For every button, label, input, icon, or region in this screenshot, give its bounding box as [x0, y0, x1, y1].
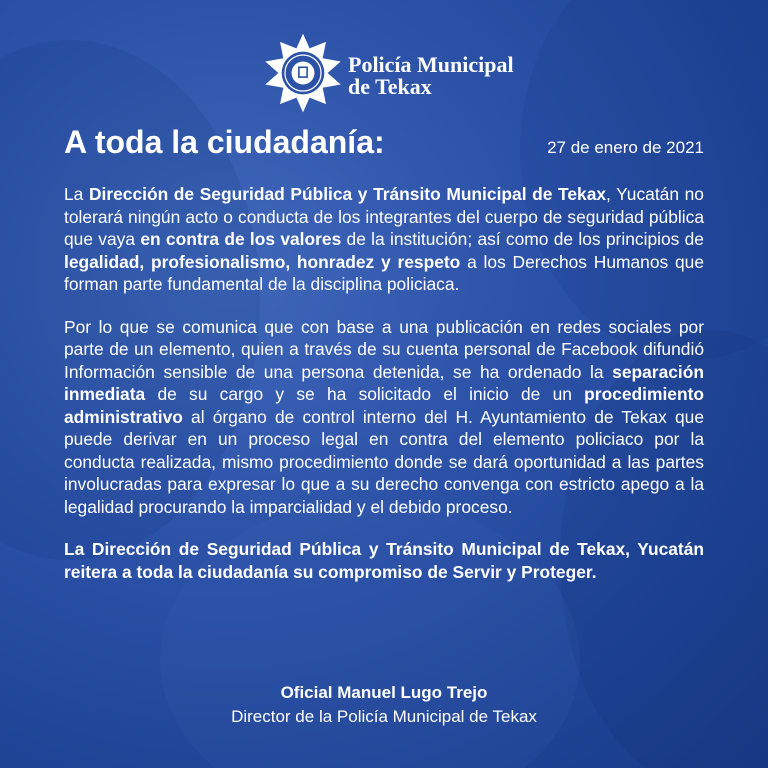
para1-text: a los Derechos Humanos que forman parte fundamental de la disciplina policiaca.	[64, 251, 704, 294]
org-name	[348, 54, 528, 98]
paragraph-2	[64, 316, 704, 519]
org-name-line1: Policía Municipal	[348, 52, 514, 77]
page-title: A toda la ciudadanía:	[64, 124, 385, 160]
para2-text: Por lo que se comunica que con base a una publicación en redes sociales por parte de un elemento, quien a través de su cuenta personal de Facebook difundió Información sensible de una persona detenida, se ha ordenado la	[64, 316, 704, 382]
org-name-line2: de Tekax	[348, 74, 432, 99]
para2-bold: separación inmediata	[64, 361, 704, 404]
para1-bold: legalidad, profesionalismo, honradez y respeto	[64, 251, 461, 272]
para2-text: al órgano de control interno del H. Ayuntamiento de Tekax que puede derivar en un proceso legal en contra del elemento policiaco por la conducta realizada, mismo procedimiento donde se dará oportunidad a las partes involucradas para expresar lo que a su derecho convenga con estricto apego a la legalidad procurando la imparcialidad y el debido proceso.	[64, 406, 704, 517]
header	[262, 32, 522, 114]
para1-text: La	[64, 184, 89, 204]
para1-bold: en contra de los valores	[140, 229, 342, 249]
police-badge-icon	[262, 32, 344, 114]
para1-text: , Yucatán no tolerará ningún acto o conducta de los integrantes del cuerpo de seguridad pública que vaya	[64, 184, 704, 249]
para2-bold: procedimiento administrativo	[64, 384, 704, 427]
signature-title: Director de la Policía Municipal de Tekax	[231, 707, 537, 726]
paragraph-1	[64, 183, 704, 296]
date: 27 de enero de 2021	[547, 138, 704, 157]
para1-bold: Dirección de Seguridad Pública y Tránsito Municipal de Tekax	[88, 184, 607, 204]
closing-statement: La Dirección de Seguridad Pública y Tránsito Municipal de Tekax, Yucatán reitera a toda la ciudadanía su compromiso de Servir y Proteger.	[64, 539, 704, 582]
signature-name: Oficial Manuel Lugo Trejo	[280, 683, 488, 702]
announcement-body	[64, 183, 704, 589]
para2-text: de su cargo y se ha solicitado el inicio de un	[145, 384, 585, 404]
para1-text: de la institución; así como de los principios de	[341, 229, 704, 249]
